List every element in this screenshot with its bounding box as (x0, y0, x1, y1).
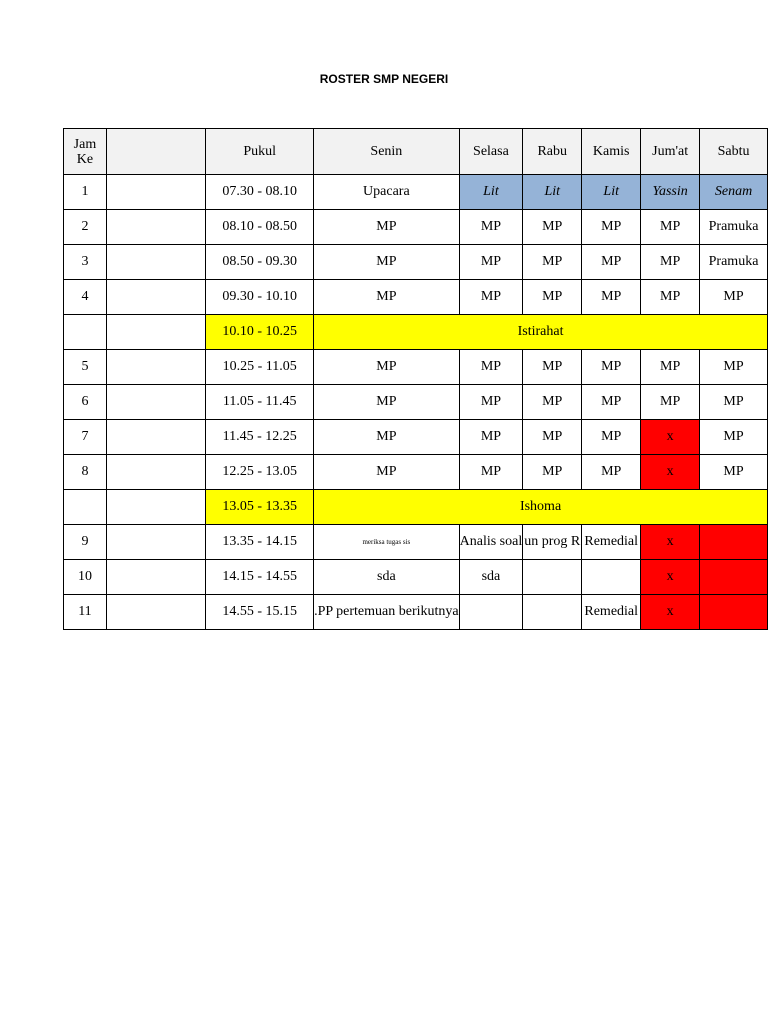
schedule-cell (700, 525, 768, 560)
time-cell: 14.15 - 14.55 (206, 560, 314, 595)
blank-cell (106, 245, 205, 280)
jam-cell: 2 (64, 210, 107, 245)
schedule-cell: MP (641, 280, 700, 315)
schedule-cell (582, 560, 641, 595)
schedule-cell: MP (582, 385, 641, 420)
schedule-cell: MP (459, 245, 523, 280)
table-row (64, 280, 768, 315)
schedule-cell: meriksa tugas sis (314, 525, 460, 560)
schedule-cell: MP (523, 210, 582, 245)
blank-cell (106, 490, 205, 525)
schedule-cell: MP (459, 210, 523, 245)
header-row (64, 129, 768, 175)
jam-cell: 1 (64, 175, 107, 210)
break-row (64, 315, 768, 350)
time-cell: 14.55 - 15.15 (206, 595, 314, 630)
time-cell: 07.30 - 08.10 (206, 175, 314, 210)
table-row (64, 560, 768, 595)
header-day: Rabu (523, 129, 582, 175)
table-row (64, 455, 768, 490)
schedule-cell: MP (314, 210, 460, 245)
schedule-cell: MP (641, 385, 700, 420)
jam-cell: 6 (64, 385, 107, 420)
schedule-cell: MP (523, 350, 582, 385)
schedule-cell (459, 595, 523, 630)
schedule-cell: un prog R (523, 525, 582, 560)
table-row (64, 210, 768, 245)
schedule-cell: MP (523, 280, 582, 315)
time-cell: 13.05 - 13.35 (206, 490, 314, 525)
table-row (64, 245, 768, 280)
table-row (64, 595, 768, 630)
schedule-cell: MP (314, 420, 460, 455)
table-row (64, 350, 768, 385)
blank-cell (106, 315, 205, 350)
jam-cell: 8 (64, 455, 107, 490)
time-cell: 08.50 - 09.30 (206, 245, 314, 280)
schedule-cell: MP (523, 420, 582, 455)
jam-cell: 5 (64, 350, 107, 385)
schedule-cell: MP (700, 455, 768, 490)
break-label: Ishoma (314, 490, 768, 525)
jam-cell (64, 315, 107, 350)
roster-body (64, 129, 768, 630)
schedule-cell: MP (523, 245, 582, 280)
schedule-cell: MP (314, 385, 460, 420)
time-cell: 13.35 - 14.15 (206, 525, 314, 560)
schedule-cell: x (641, 455, 700, 490)
schedule-cell: x (641, 560, 700, 595)
schedule-cell: MP (523, 385, 582, 420)
header-day: Kamis (582, 129, 641, 175)
schedule-cell: MP (459, 350, 523, 385)
schedule-cell: x (641, 420, 700, 455)
schedule-cell: MP (700, 350, 768, 385)
roster-table (63, 128, 768, 630)
schedule-cell: x (641, 525, 700, 560)
schedule-cell (523, 560, 582, 595)
jam-cell: 10 (64, 560, 107, 595)
schedule-cell: MP (582, 455, 641, 490)
blank-cell (106, 560, 205, 595)
blank-cell (106, 280, 205, 315)
header-jam: Jam Ke (64, 129, 107, 175)
blank-cell (106, 455, 205, 490)
time-cell: 10.10 - 10.25 (206, 315, 314, 350)
jam-cell: 9 (64, 525, 107, 560)
blank-cell (106, 175, 205, 210)
schedule-cell: MP (459, 420, 523, 455)
schedule-cell: Pramuka (700, 245, 768, 280)
time-cell: 08.10 - 08.50 (206, 210, 314, 245)
schedule-cell: MP (641, 245, 700, 280)
schedule-cell: MP (314, 455, 460, 490)
schedule-cell (523, 595, 582, 630)
schedule-cell: sda (459, 560, 523, 595)
jam-cell: 11 (64, 595, 107, 630)
time-cell: 11.45 - 12.25 (206, 420, 314, 455)
time-cell: 10.25 - 11.05 (206, 350, 314, 385)
break-row (64, 490, 768, 525)
header-day: Selasa (459, 129, 523, 175)
jam-cell: 3 (64, 245, 107, 280)
schedule-cell: MP (641, 210, 700, 245)
time-cell: 11.05 - 11.45 (206, 385, 314, 420)
blank-cell (106, 525, 205, 560)
schedule-cell: MP (459, 385, 523, 420)
blank-cell (106, 210, 205, 245)
schedule-cell: MP (700, 385, 768, 420)
schedule-cell: Senam (700, 175, 768, 210)
header-day: Sabtu (700, 129, 768, 175)
jam-cell: 7 (64, 420, 107, 455)
blank-cell (106, 385, 205, 420)
schedule-cell: MP (523, 455, 582, 490)
schedule-cell: MP (314, 280, 460, 315)
schedule-cell: MP (700, 280, 768, 315)
schedule-cell: MP (582, 245, 641, 280)
schedule-cell: MP (582, 350, 641, 385)
schedule-cell: Yassin (641, 175, 700, 210)
schedule-cell: Pramuka (700, 210, 768, 245)
schedule-cell: Remedial (582, 595, 641, 630)
schedule-cell: MP (314, 350, 460, 385)
break-label: Istirahat (314, 315, 768, 350)
jam-cell (64, 490, 107, 525)
page-title: ROSTER SMP NEGERI (319, 72, 449, 86)
table-row (64, 175, 768, 210)
blank-cell (106, 420, 205, 455)
table-row (64, 385, 768, 420)
schedule-cell (700, 595, 768, 630)
schedule-cell: Lit (459, 175, 523, 210)
jam-cell: 4 (64, 280, 107, 315)
schedule-cell: MP (582, 210, 641, 245)
schedule-cell (700, 560, 768, 595)
schedule-cell: Analis soal (459, 525, 523, 560)
schedule-cell: x (641, 595, 700, 630)
schedule-cell: MP (582, 280, 641, 315)
schedule-cell: MP (582, 420, 641, 455)
time-cell: 12.25 - 13.05 (206, 455, 314, 490)
schedule-cell: Upacara (314, 175, 460, 210)
header-day: Senin (314, 129, 460, 175)
schedule-cell: Remedial (582, 525, 641, 560)
blank-cell (106, 350, 205, 385)
schedule-cell: MP (459, 280, 523, 315)
schedule-cell: sda (314, 560, 460, 595)
header-day: Jum'at (641, 129, 700, 175)
blank-cell (106, 595, 205, 630)
header-blank (106, 129, 205, 175)
schedule-cell: MP (700, 420, 768, 455)
schedule-cell: MP (314, 245, 460, 280)
table-row (64, 420, 768, 455)
schedule-cell: MP (459, 455, 523, 490)
time-cell: 09.30 - 10.10 (206, 280, 314, 315)
schedule-cell: Lit (582, 175, 641, 210)
schedule-cell: MP (641, 350, 700, 385)
schedule-cell: .PP pertemuan berikutnya (314, 595, 460, 630)
schedule-cell: Lit (523, 175, 582, 210)
header-pukul: Pukul (206, 129, 314, 175)
table-row (64, 525, 768, 560)
